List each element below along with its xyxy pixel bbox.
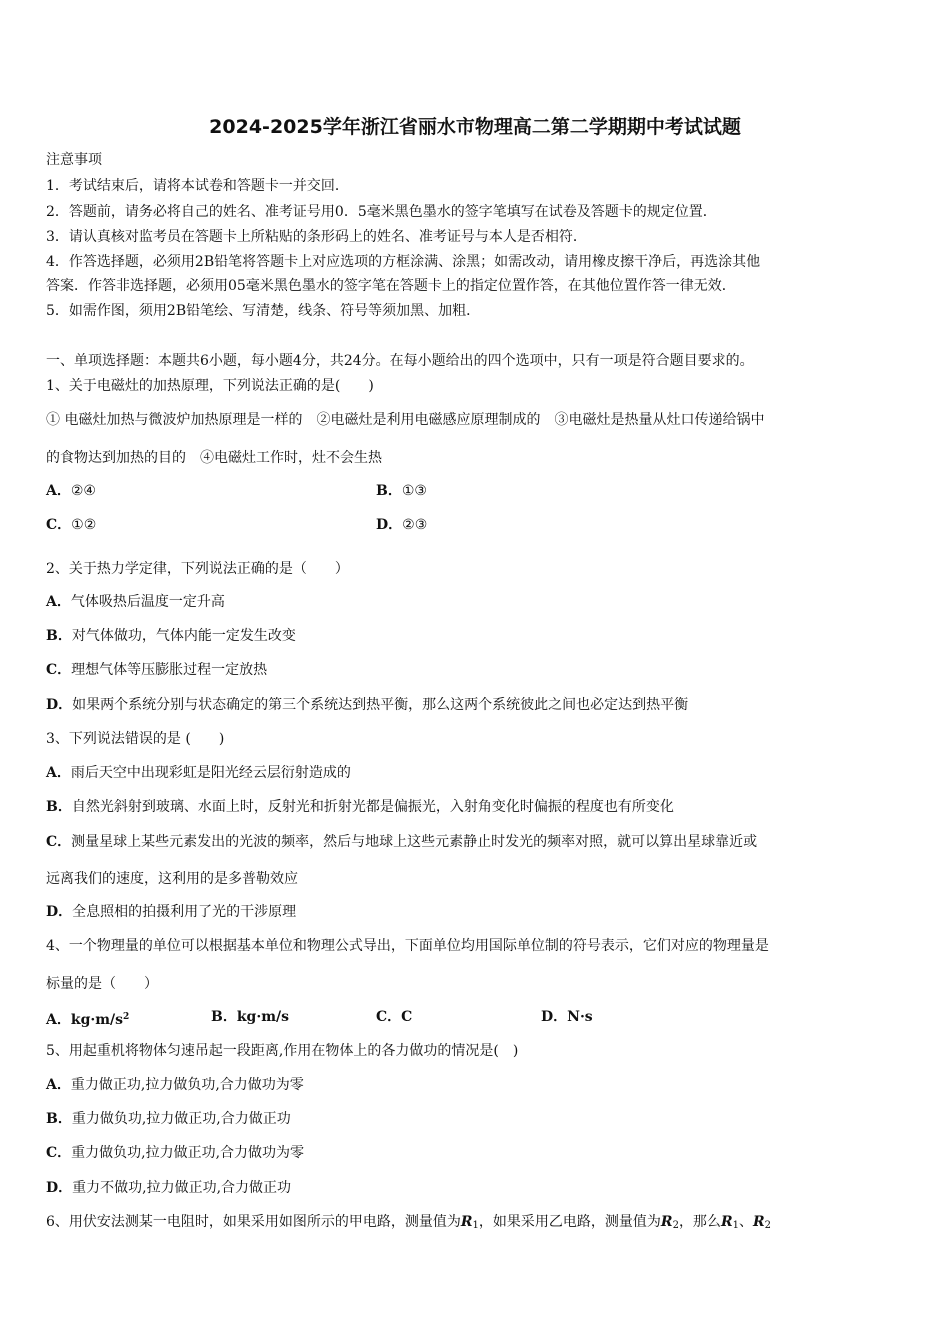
question-2-option-a[interactable] (46, 593, 225, 611)
option-label: A． (46, 765, 71, 781)
question-4-option-d[interactable] (541, 1008, 593, 1026)
notice-item: 2．答题前，请务必将自己的姓名、准考证号用0．5毫米黑色墨水的签字笔填写在试卷及答题卡的规定位置． (46, 204, 717, 220)
question-3-option-d[interactable] (46, 903, 296, 921)
question-6-text: 、 (738, 1214, 753, 1230)
question-4-option-c[interactable] (376, 1008, 412, 1026)
option-label: D． (46, 904, 73, 920)
option-label: A． (46, 1012, 71, 1028)
option-text: kg·m/s (70, 1012, 124, 1028)
question-3-option-c-continued: 远离我们的速度，这利用的是多普勒效应 (46, 871, 298, 887)
option-label: C． (46, 662, 72, 678)
question-3-stem: 3、下列说法错误的是 ( ) (46, 731, 225, 747)
option-label: B． (46, 799, 72, 815)
question-5-option-d[interactable] (46, 1179, 291, 1197)
notice-item: 答案．作答非选择题，必须用05毫米黑色墨水的签字笔在答题卡上的指定位置作答，在其他位置作答一律无效． (46, 278, 736, 294)
option-text: 对气体做功，气体内能一定发生改变 (71, 628, 296, 644)
question-1-option-a[interactable] (46, 482, 96, 500)
option-label: C． (46, 1145, 72, 1161)
option-label: C． (376, 1009, 402, 1025)
question-1-body: ① 电磁灶加热与微波炉加热原理是一样的 ②电磁灶是利用电磁感应原理制成的 ③电磁灶是热量从灶口传递给锅中 (46, 412, 765, 428)
question-4-option-b[interactable] (211, 1008, 289, 1026)
option-text: 重力做负功,拉力做正功,合力做功为零 (71, 1145, 305, 1161)
question-4-option-a[interactable] (46, 1008, 129, 1029)
option-superscript: 2 (123, 1012, 130, 1022)
question-5-option-c[interactable] (46, 1144, 304, 1162)
question-2-option-b[interactable] (46, 627, 296, 645)
question-4-stem: 4、一个物理量的单位可以根据基本单位和物理公式导出，下面单位均用国际单位制的符号表示，它们对应的物理量是 (46, 938, 769, 954)
section-heading: 一、单项选择题：本题共6小题，每小题4分，共24分。在每小题给出的四个选项中，只有一项是符合题目要求的。 (46, 353, 754, 369)
page-title: 2024-2025学年浙江省丽水市物理高二第二学期期中考试试题 (209, 116, 741, 138)
option-label: D． (46, 697, 73, 713)
question-2-option-d[interactable] (46, 696, 688, 714)
option-text: 气体吸热后温度一定升高 (70, 594, 225, 610)
notice-item: 3．请认真核对监考员在答题卡上所粘贴的条形码上的姓名、准考证号与本人是否相符． (46, 229, 587, 245)
option-label: A． (46, 1077, 71, 1093)
option-label: D． (376, 517, 403, 533)
question-2-option-c[interactable] (46, 661, 267, 679)
notice-item: 1．考试结束后，请将本试卷和答题卡一并交回． (46, 178, 349, 194)
notice-heading: 注意事项 (46, 152, 102, 168)
r1-subscript: 1 (472, 1220, 479, 1231)
question-5-stem: 5、用起重机将物体匀速吊起一段距离,作用在物体上的各力做功的情况是( ) (46, 1043, 519, 1059)
question-3-option-c[interactable] (46, 833, 757, 851)
question-6-stem (46, 1213, 771, 1235)
option-label: B． (46, 628, 72, 644)
option-text: 重力做负功,拉力做正功,合力做正功 (71, 1111, 291, 1127)
question-6-text: ，如果采用乙电路，测量值为 (478, 1214, 661, 1230)
option-text: 自然光斜射到玻璃、水面上时，反射光和折射光都是偏振光，入射角变化时偏振的程度也有所变化 (71, 799, 674, 815)
question-1-stem: 1、关于电磁灶的加热原理，下列说法正确的是( ) (46, 378, 374, 394)
question-2-stem: 2、关于热力学定律，下列说法正确的是（ ） (46, 561, 349, 577)
option-text: ①③ (401, 483, 427, 499)
option-label: D． (541, 1009, 568, 1025)
r1-symbol: R (720, 1214, 733, 1230)
option-label: C． (46, 834, 72, 850)
r1-symbol: R (460, 1214, 473, 1230)
option-text: ②④ (70, 483, 96, 499)
option-text: 如果两个系统分别与状态确定的第三个系统达到热平衡，那么这两个系统彼此之间也必定达到热平衡 (72, 697, 689, 713)
question-1-body: 的食物达到加热的目的 ④电磁灶工作时，灶不会生热 (46, 450, 382, 466)
question-1-option-c[interactable] (46, 516, 96, 534)
option-text: 理想气体等压膨胀过程一定放热 (71, 662, 268, 678)
option-text: 雨后天空中出现彩虹是阳光经云层衍射造成的 (70, 765, 351, 781)
option-label: A． (46, 483, 71, 499)
option-label: D． (46, 1180, 73, 1196)
option-label: A． (46, 594, 71, 610)
r2-symbol: R (752, 1214, 765, 1230)
option-label: B． (376, 483, 402, 499)
question-6-text: ，那么 (678, 1214, 721, 1230)
option-text: ①② (71, 517, 97, 533)
question-1-option-b[interactable] (376, 482, 427, 500)
r1-subscript: 1 (732, 1220, 739, 1231)
question-5-option-a[interactable] (46, 1076, 304, 1094)
question-5-option-b[interactable] (46, 1110, 291, 1128)
r2-symbol: R (660, 1214, 673, 1230)
option-text: 重力不做功,拉力做正功,合力做正功 (72, 1180, 292, 1196)
r2-subscript: 2 (672, 1220, 679, 1231)
option-label: C． (46, 517, 72, 533)
option-text: N·s (567, 1009, 593, 1025)
question-4-stem-continued: 标量的是（ ） (46, 976, 158, 992)
option-label: B． (46, 1111, 72, 1127)
question-6-text: 6、用伏安法测某一电阻时，如果采用如图所示的甲电路，测量值为 (46, 1214, 461, 1230)
option-text: 重力做正功,拉力做负功,合力做功为零 (70, 1077, 304, 1093)
notice-item: 5．如需作图，须用2B铅笔绘、写清楚，线条、符号等须加黑、加粗． (46, 303, 481, 319)
option-label: B． (211, 1009, 237, 1025)
r2-subscript: 2 (764, 1220, 771, 1231)
question-3-option-a[interactable] (46, 764, 351, 782)
option-text: 全息照相的拍摄利用了光的干涉原理 (72, 904, 297, 920)
option-text: ②③ (402, 517, 428, 533)
option-text: kg·m/s (236, 1009, 290, 1025)
question-3-option-b[interactable] (46, 798, 674, 816)
question-1-option-d[interactable] (376, 516, 427, 534)
notice-item: 4．作答选择题，必须用2B铅笔将答题卡上对应选项的方框涂满、涂黑；如需改动，请用橡皮擦干净后，再选涂其他 (46, 254, 761, 270)
option-text: 测量星球上某些元素发出的光波的频率，然后与地球上这些元素静止时发光的频率对照，就可以算出星球靠近或 (71, 834, 758, 850)
option-text: C (401, 1009, 413, 1025)
